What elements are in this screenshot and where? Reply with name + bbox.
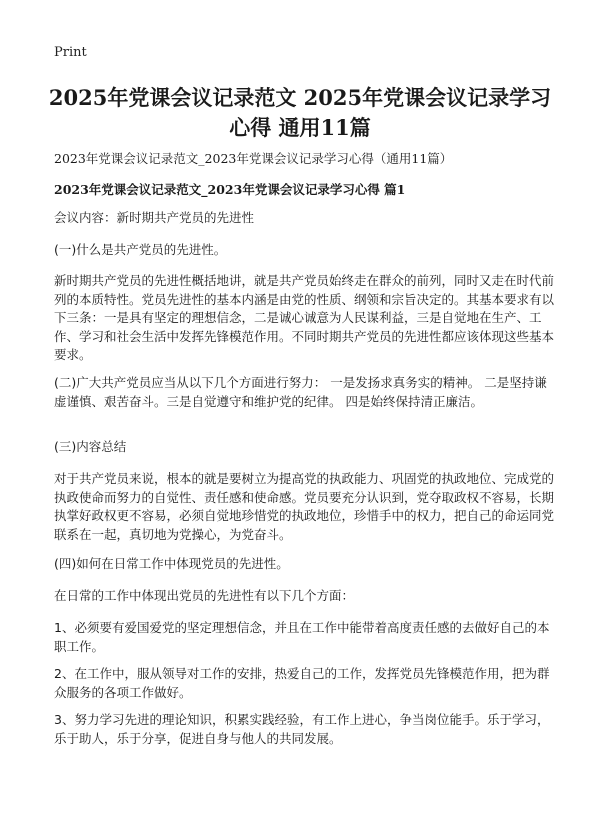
print-link[interactable]: Print [54, 45, 87, 60]
paragraph-intro-list: 在日常的工作中体现出党员的先进性有以下几个方面： [54, 588, 355, 603]
paragraph-heading-4: (四)如何在日常工作中体现党员的先进性。 [54, 556, 289, 571]
paragraph-definition: 新时期共产党员的先进性概括地讲，就是共产党员始终走在群众的前列，同时又走在时代前列的本质特性。党员先进性的基本内涵是由党的性质、纲领和宗旨决定的。其基本要求有以下三条：一是具有坚定的理想信念，二是诚心诚意为人民谋利益，三是自觉地在生产、工作、学习和社会生活中发挥先锋模范作用。不同时期共产党员的先进性都应该体现这些基本要求。 [54, 273, 555, 362]
list-item-1: 1、必须要有爱国爱党的坚定理想信念，并且在工作中能带着高度责任感的去做好自己的本职工作。 [54, 620, 550, 654]
paragraph-summary: 对于共产党员来说，根本的就是要树立为提高党的执政能力、巩固党的执政地位、完成党的执政使命而努力的自觉性、责任感和使命感。党员要充分认识到，党夺取政权不容易，长期执掌好政权更不容易，必须自觉地珍惜党的执政地位，珍惜手中的权力，把自己的命运同党联系在一起，真切地为党操心，为党奋斗。 [54, 471, 555, 542]
list-item-3: 3、努力学习先进的理论知识，积累实践经验，有工作上进心，争当岗位能手。乐于学习，乐于助人，乐于分享，促进自身与他人的共同发展。 [54, 712, 550, 746]
list-item-2: 2、在工作中，服从领导对工作的安排，热爱自己的工作，发挥党员先锋模范作用，把为群众服务的各项工作做好。 [54, 666, 550, 700]
document-subtitle: 2023年党课会议记录范文_2023年党课会议记录学习心得（通用11篇） [54, 151, 453, 166]
paragraph-efforts: (二)广大共产党员应当从以下几个方面进行努力： 一是发扬求真务实的精神。 二是坚持谦虚谨慎、艰苦奋斗。三是自觉遵守和维护党的纪律。 四是始终保持清正廉洁。 [54, 375, 547, 409]
page-title: 2025年党课会议记录范文 2025年党课会议记录学习心得 通用11篇 [48, 85, 552, 140]
paragraph-meeting-topic: 会议内容：新时期共产党员的先进性 [54, 210, 255, 225]
section-heading: 2023年党课会议记录范文_2023年党课会议记录学习心得 篇1 [54, 182, 406, 197]
paragraph-heading-3: (三)内容总结 [54, 439, 127, 454]
paragraph-heading-1: (一)什么是共产党员的先进性。 [54, 242, 227, 257]
